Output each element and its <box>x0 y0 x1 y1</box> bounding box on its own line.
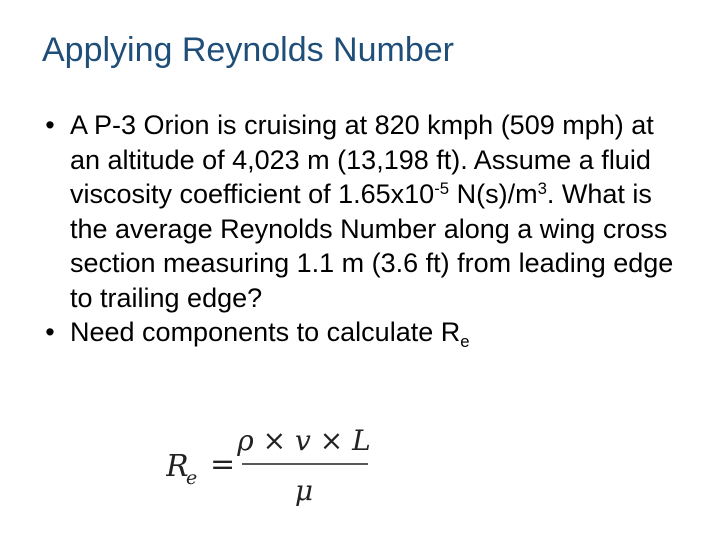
slide-title: Applying Reynolds Number <box>42 31 454 69</box>
bullet-item-problem <box>30 108 690 315</box>
formula-denominator: μ <box>294 474 314 507</box>
problem-text-part1: A P-3 Orion is cruising at 820 kmph (509 mph) at an altitude of 4,023 m (13,198 ft). Assume a fluid viscosity coefficient of 1.65x10 <box>70 110 654 209</box>
bullet-marker: • <box>45 110 55 140</box>
bullet-list <box>30 108 690 350</box>
components-subscript: e <box>460 331 470 351</box>
exponent-viscosity: -5 <box>434 178 450 198</box>
bullet-item-components <box>30 315 690 350</box>
problem-text-part3: . What is the average Reynolds Number along a wing cross section measuring 1.1 m (3.6 ft) from leading edge to trailing edge? <box>70 179 674 313</box>
bullet-marker: • <box>45 317 55 347</box>
formula-lhs: R <box>166 449 189 484</box>
reynolds-formula <box>166 420 386 520</box>
formula-numerator: ρ × v × L <box>237 424 371 457</box>
formula-equals: = <box>210 447 236 482</box>
formula-lhs-subscript: e <box>186 467 198 489</box>
problem-text-part2: N(s)/m <box>449 179 538 209</box>
exponent-area: 3 <box>537 178 547 198</box>
components-text: Need components to calculate R <box>70 317 461 347</box>
